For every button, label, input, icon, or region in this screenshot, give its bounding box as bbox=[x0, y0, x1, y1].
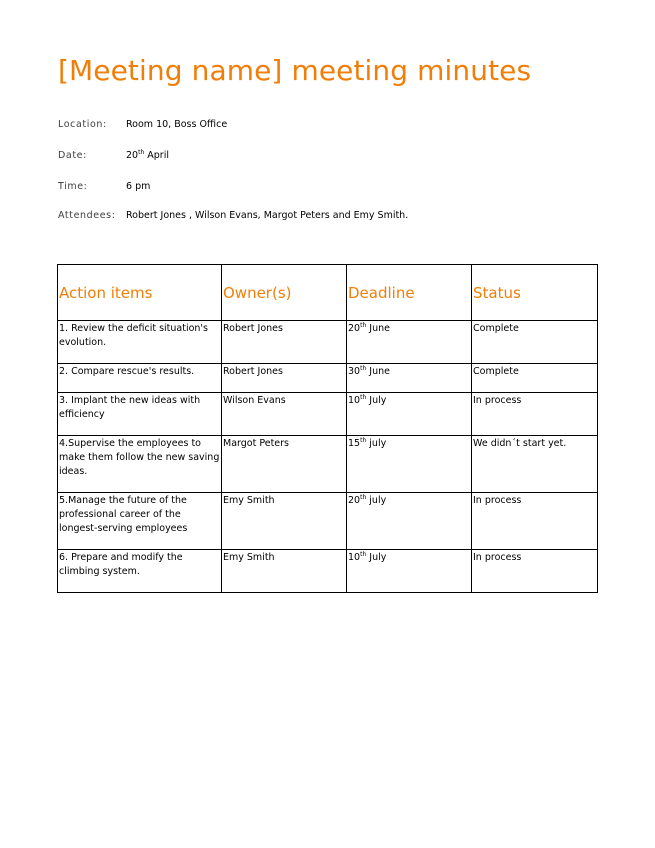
deadline-suffix: th bbox=[360, 437, 367, 444]
owner-cell: Wilson Evans bbox=[222, 393, 347, 436]
action-item-text: 4.Supervise the employees to make them follow the new saving ideas. bbox=[59, 438, 220, 477]
action-item-cell bbox=[58, 321, 222, 364]
date-suffix: th bbox=[138, 149, 145, 156]
deadline-suffix: th bbox=[360, 494, 367, 501]
table-header-row bbox=[58, 265, 598, 321]
deadline-cell bbox=[347, 321, 472, 364]
time-label: Time: bbox=[58, 181, 88, 192]
date-day: 20 bbox=[126, 150, 139, 161]
deadline-month: June bbox=[369, 366, 390, 377]
action-item-cell bbox=[58, 550, 222, 593]
deadline-cell bbox=[347, 493, 472, 550]
header-deadline: Deadline bbox=[347, 265, 472, 321]
time-value: 6 pm bbox=[126, 181, 151, 192]
table-row bbox=[58, 393, 598, 436]
action-item-text: 5.Manage the future of the professional career of the longest-serving employees bbox=[59, 495, 188, 534]
deadline-suffix: th bbox=[360, 394, 367, 401]
action-item-cell bbox=[58, 493, 222, 550]
action-item-text: 6. Prepare and modify the climbing system. bbox=[59, 552, 183, 577]
table-row bbox=[58, 436, 598, 493]
owner-cell: Emy Smith bbox=[222, 493, 347, 550]
action-item-text: 1. Review the deficit situation's evolution. bbox=[59, 323, 208, 348]
deadline-suffix: th bbox=[360, 365, 367, 372]
header-owners: Owner(s) bbox=[222, 265, 347, 321]
owner-cell: Robert Jones bbox=[222, 321, 347, 364]
action-item-text: 2. Compare rescue's results. bbox=[59, 366, 195, 377]
deadline-cell bbox=[347, 550, 472, 593]
attendees-value: Robert Jones , Wilson Evans, Margot Peters and Emy Smith. bbox=[126, 210, 409, 221]
deadline-month: June bbox=[369, 323, 390, 334]
table-row bbox=[58, 550, 598, 593]
deadline-day: 30 bbox=[348, 366, 361, 377]
status-cell: Complete bbox=[472, 364, 598, 393]
deadline-day: 15 bbox=[348, 438, 361, 449]
table-row bbox=[58, 321, 598, 364]
table-row bbox=[58, 364, 598, 393]
deadline-month: July bbox=[369, 552, 387, 563]
date-label: Date: bbox=[58, 150, 87, 161]
action-items-table bbox=[57, 264, 598, 593]
action-item-text: 3. Implant the new ideas with efficiency bbox=[59, 395, 201, 420]
deadline-month: July bbox=[369, 395, 387, 406]
status-cell: We didn´t start yet. bbox=[472, 436, 598, 493]
date-month: April bbox=[147, 150, 169, 161]
action-item-cell bbox=[58, 393, 222, 436]
deadline-suffix: th bbox=[360, 551, 367, 558]
deadline-day: 10 bbox=[348, 395, 361, 406]
deadline-month: july bbox=[369, 495, 387, 506]
deadline-day: 20 bbox=[348, 495, 361, 506]
action-item-cell bbox=[58, 364, 222, 393]
attendees-label: Attendees: bbox=[58, 210, 116, 221]
deadline-day: 20 bbox=[348, 323, 361, 334]
location-label: Location: bbox=[58, 119, 107, 130]
owner-cell: Robert Jones bbox=[222, 364, 347, 393]
date-value bbox=[126, 150, 169, 161]
table-row bbox=[58, 493, 598, 550]
status-cell: In process bbox=[472, 493, 598, 550]
deadline-month: july bbox=[369, 438, 387, 449]
status-cell: Complete bbox=[472, 321, 598, 364]
owner-cell: Margot Peters bbox=[222, 436, 347, 493]
deadline-cell bbox=[347, 393, 472, 436]
header-status: Status bbox=[472, 265, 598, 321]
header-action-items: Action items bbox=[58, 265, 222, 321]
page-title: [Meeting name] meeting minutes bbox=[58, 54, 532, 87]
owner-cell: Emy Smith bbox=[222, 550, 347, 593]
deadline-cell bbox=[347, 436, 472, 493]
deadline-suffix: th bbox=[360, 322, 367, 329]
deadline-day: 10 bbox=[348, 552, 361, 563]
deadline-cell bbox=[347, 364, 472, 393]
location-value: Room 10, Boss Office bbox=[126, 119, 228, 130]
status-cell: In process bbox=[472, 393, 598, 436]
action-item-cell bbox=[58, 436, 222, 493]
status-cell: In process bbox=[472, 550, 598, 593]
